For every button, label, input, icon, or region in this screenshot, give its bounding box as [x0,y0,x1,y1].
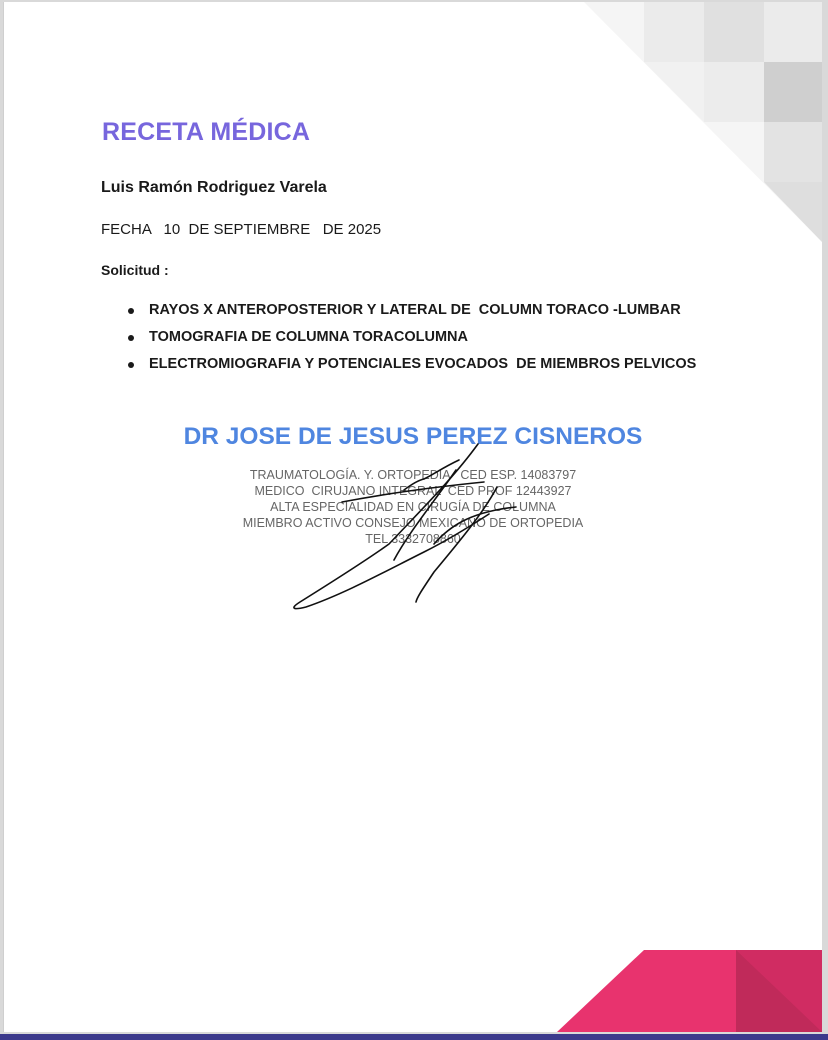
patient-name: Luis Ramón Rodriguez Varela [101,179,327,196]
credential-line: ALTA ESPECIALIDAD EN CIRUGÍA DE COLUMNA [270,500,556,514]
date-line: FECHA 10 DE SEPTIEMBRE DE 2025 [101,221,382,238]
footer-geometric-decoration [4,932,822,1032]
document-title: RECETA MÉDICA [102,118,311,146]
footer-bar [0,1034,828,1040]
list-item: RAYOS X ANTEROPOSTERIOR Y LATERAL DE COLUMN TORACO -LUMBAR [124,300,696,327]
request-label: Solicitud : [101,262,169,278]
credential-line: TRAUMATOLOGÍA. Y. ORTOPEDIA CED ESP. 14083797 [249,468,577,482]
credential-line: TEL 3332708860 [365,532,461,546]
list-item: ELECTROMIOGRAFIA Y POTENCIALES EVOCADOS DE MIEMBROS PELVICOS [124,354,696,381]
credential-line: MIEMBRO ACTIVO CONSEJO MEXICANO DE ORTOPEDIA [242,516,584,530]
doctor-name: DR JOSE DE JESUS PEREZ CISNEROS [183,423,643,450]
request-list [124,300,696,381]
doctor-credentials [4,467,822,547]
credential-line: MEDICO CIRUJANO INTEGRAL CED PROF 12443927 [254,484,572,498]
prescription-page [3,2,822,1032]
list-item: TOMOGRAFIA DE COLUMNA TORACOLUMNA [124,327,696,354]
